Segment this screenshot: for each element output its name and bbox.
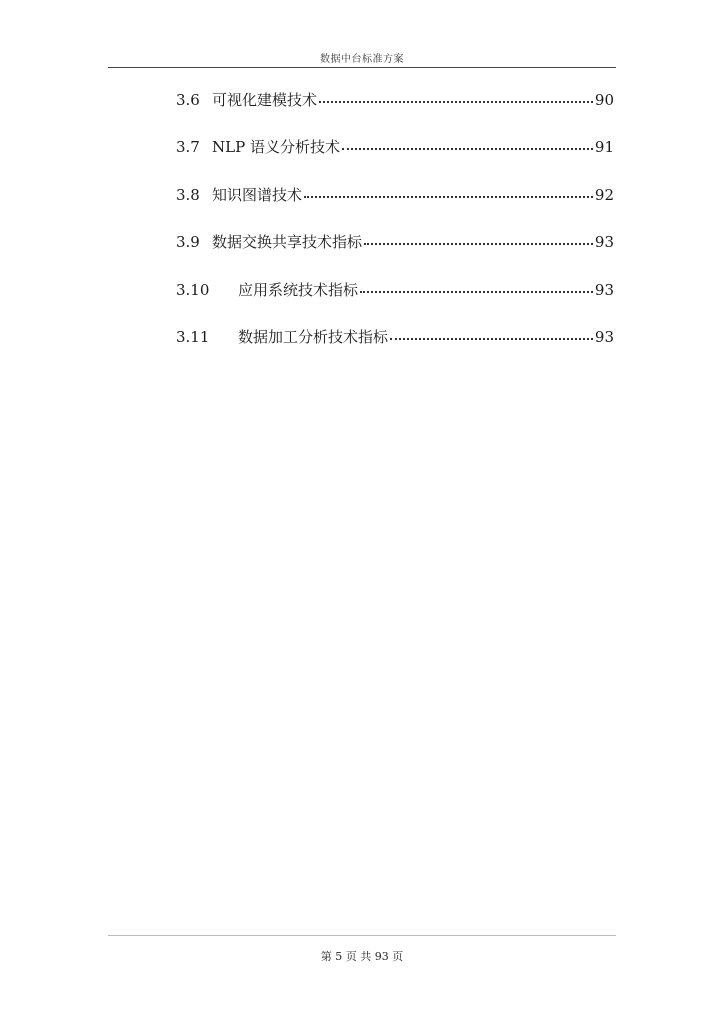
- page-number-footer: 第 5 页 共 93 页: [320, 950, 404, 963]
- toc-entry-number: 3.8: [176, 185, 200, 204]
- toc-entry-number: 3.9: [176, 233, 200, 252]
- toc-entry-number: 3.10: [176, 280, 210, 299]
- toc-entry[interactable]: [176, 93, 614, 140]
- toc-entry[interactable]: [176, 327, 614, 377]
- page-header: 数据中台标准方案: [320, 54, 404, 65]
- toc-dot-leader: [319, 101, 593, 103]
- toc-entry-page: 90: [594, 91, 614, 109]
- toc-entry-title: 数据交换共享技术指标: [212, 233, 363, 252]
- toc-entry-number: 3.6: [176, 91, 200, 109]
- toc-entry[interactable]: [176, 280, 614, 330]
- toc-entry-page: 91: [594, 138, 614, 157]
- toc-entry-title: 应用系统技术指标: [238, 280, 359, 299]
- toc-dot-leader: [364, 243, 593, 245]
- toc-entry[interactable]: [176, 185, 614, 235]
- toc-entry-page: 93: [594, 280, 614, 299]
- table-of-contents: [176, 93, 614, 377]
- toc-entry-title: 可视化建模技术: [212, 91, 318, 109]
- toc-entry[interactable]: [176, 140, 614, 187]
- toc-entry[interactable]: [176, 235, 614, 282]
- footer-divider: [108, 935, 616, 936]
- toc-entry-number: 3.7: [176, 138, 200, 157]
- toc-entry-number: 3.11: [176, 327, 210, 346]
- toc-entry-page: 93: [594, 233, 614, 252]
- toc-dot-leader: [304, 196, 593, 198]
- toc-entry-title: 知识图谱技术: [212, 185, 303, 204]
- toc-entry-title: NLP 语义分析技术: [212, 138, 340, 157]
- toc-entry-page: 93: [594, 327, 614, 346]
- toc-entry-title: 数据加工分析技术指标: [238, 327, 389, 346]
- toc-dot-leader: [390, 338, 593, 340]
- toc-dot-leader: [342, 148, 593, 150]
- toc-entry-page: 92: [594, 185, 614, 204]
- toc-dot-leader: [360, 291, 593, 293]
- header-divider: [108, 67, 616, 68]
